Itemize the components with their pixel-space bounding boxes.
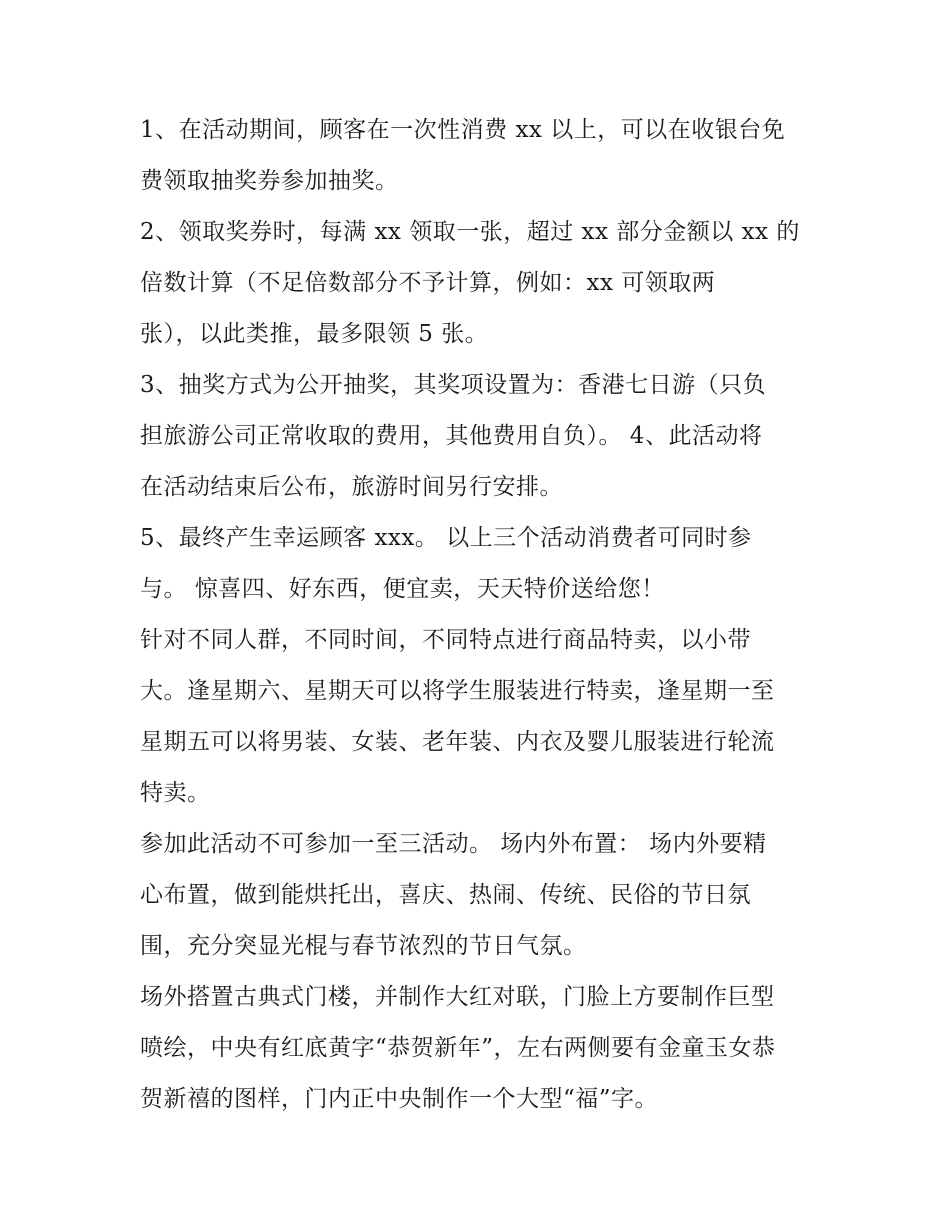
- text-line-2: 费领取抽奖券参加抽奖。: [140, 168, 399, 194]
- text-line-10: 与。 惊喜四、好东西，便宜卖，天天特价送给您！: [140, 576, 665, 602]
- text-line-14: 特卖。: [140, 780, 211, 806]
- text-line-5: 张），以此类推，最多限领 5 张。: [140, 321, 489, 347]
- text-line-1: 1、在活动期间，顾客在一次性消费 xx 以上，可以在收银台免: [140, 117, 786, 143]
- text-line-6: 3、抽奖方式为公开抽奖，其奖项设置为：香港七日游（只负: [140, 372, 767, 398]
- document-body: [140, 105, 820, 1125]
- text-line-3: 2、领取奖券时，每满 xx 领取一张，超过 xx 部分金额以 xx 的: [140, 219, 800, 245]
- text-line-4: 倍数计算（不足倍数部分不予计算，例如：xx 可领取两: [140, 270, 716, 296]
- text-line-20: 贺新禧的图样，门内正中央制作一个大型“福”字。: [140, 1086, 659, 1112]
- text-line-12: 大。逢星期六、星期天可以将学生服装进行特卖，逢星期一至: [140, 678, 775, 704]
- text-line-19: 喷绘，中央有红底黄字“恭贺新年”，左右两侧要有金童玉女恭: [140, 1035, 776, 1061]
- text-line-16: 心布置，做到能烘托出，喜庆、热闹、传统、民俗的节日氛: [140, 882, 751, 908]
- text-line-8: 在活动结束后公布，旅游时间另行安排。: [140, 474, 563, 500]
- text-line-15: 参加此活动不可参加一至三活动。 场内外布置： 场内外要精: [140, 831, 767, 857]
- text-line-18: 场外搭置古典式门楼，并制作大红对联，门脸上方要制作巨型: [140, 984, 775, 1010]
- text-line-17: 围，充分突显光棍与春节浓烈的节日气氛。: [140, 933, 587, 959]
- text-line-13: 星期五可以将男装、女装、老年装、内衣及婴儿服装进行轮流: [140, 729, 775, 755]
- text-line-7: 担旅游公司正常收取的费用，其他费用自负）。 4、此活动将: [140, 423, 763, 449]
- text-line-11: 针对不同人群，不同时间，不同特点进行商品特卖，以小带: [140, 627, 751, 653]
- text-line-9: 5、最终产生幸运顾客 xxx。 以上三个活动消费者可同时参: [140, 525, 752, 551]
